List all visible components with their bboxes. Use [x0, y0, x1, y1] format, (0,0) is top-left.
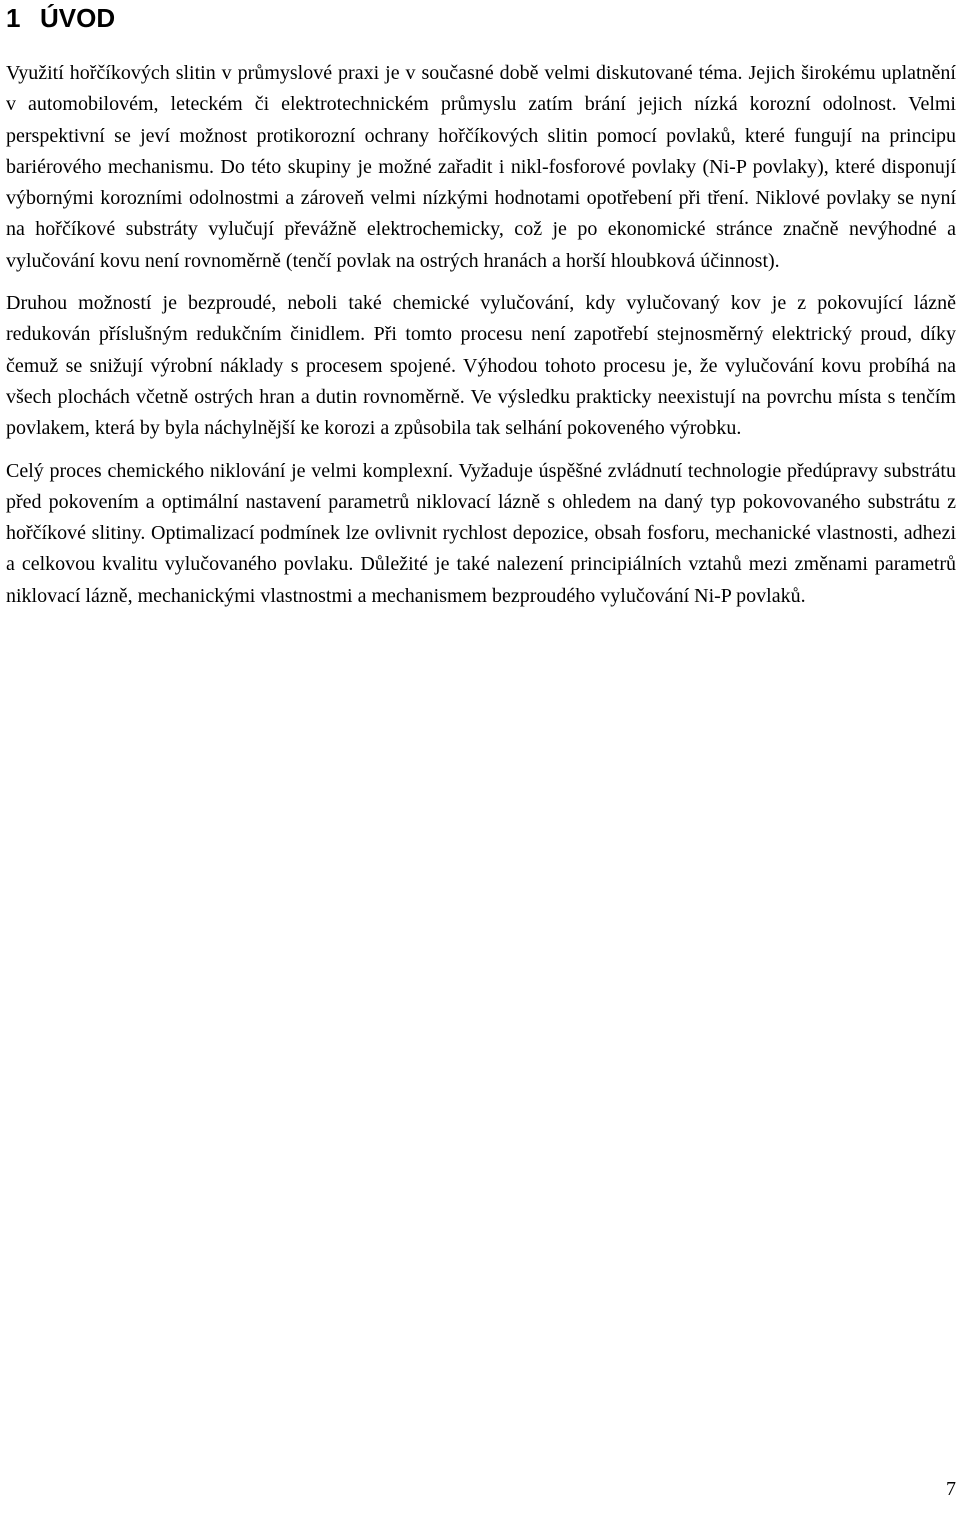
- section-number: 1: [6, 3, 21, 33]
- section-title: ÚVOD: [40, 3, 116, 33]
- paragraph-3: Celý proces chemického niklování je velmi komplexní. Vyžaduje úspěšné zvládnutí technologie předúpravy substrátu před pokovením a optimální nastavení parametrů niklovací lázně s ohledem na daný typ pokovovaného substrátu z hořčíkové slitiny. Optimalizací podmínek lze ovlivnit rychlost depozice, obsah fosforu, mechanické vlastnosti, adhezi a celkovou kvalitu vylučovaného povlaku. Důležité je také nalezení principiálních vztahů mezi změnami parametrů niklovací lázně, mechanickými vlastnostmi a mechanismem bezproudého vylučování Ni-P povlaků.: [6, 459, 956, 607]
- paragraph-1: Využití hořčíkových slitin v průmyslové praxi je v současné době velmi diskutované téma. Jejich širokému uplatnění v automobilovém, leteckém či elektrotechnickém průmyslu zatím brání jejich nízká korozní odolnost. Velmi perspektivní se jeví možnost protikorozní ochrany hořčíkových slitin pomocí povlaků, které fungují na principu bariérového mechanismu. Do této skupiny je možné zařadit i nikl-fosforové povlaky (Ni-P povlaky), které disponují výbornými korozními odolnostmi a zároveň velmi nízkými hodnotami opotřebení při tření. Niklové povlaky se nyní na hořčíkové substráty vylučují převážně elektrochemicky, což je po ekonomické stránce značně nevýhodné a vylučování kovu není rovnoměrně (tenčí povlak na ostrých hranách a horší hloubková účinnost).: [6, 62, 956, 272]
- paragraph-2: Druhou možností je bezproudé, neboli také chemické vylučování, kdy vylučovaný kov je z pokovující lázně redukován příslušným redukčním činidlem. Při tomto procesu není zapotřebí stejnosměrný elektrický proud, díky čemuž se snižují výrobní náklady s procesem spojené. Výhodou tohoto procesu je, že vylučování kovu probíhá na všech plochách včetně ostrých hran a dutin rovnoměrně. Ve výsledku prakticky neexistují na povrchu místa s tenčím povlakem, která by byla náchylnější ke korozi a způsobila tak selhání pokoveného výrobku.: [6, 292, 956, 440]
- body-text: [6, 58, 956, 623]
- section-heading: [6, 2, 115, 34]
- page-number: 7: [946, 1478, 956, 1500]
